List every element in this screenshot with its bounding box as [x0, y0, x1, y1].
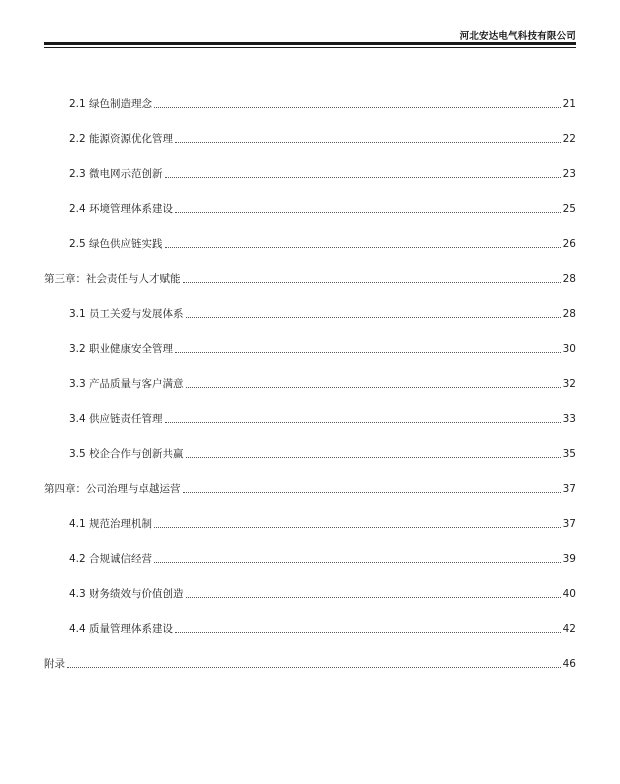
toc-dot-leader: [183, 491, 561, 493]
toc-section-entry[interactable]: [44, 566, 576, 601]
toc-dot-leader: [183, 281, 561, 283]
toc-dot-leader: [154, 526, 561, 528]
toc-entry-title: 4.2 合规诚信经营: [69, 553, 153, 565]
toc-page-number: 33: [562, 413, 576, 425]
toc-page-number: 21: [562, 98, 576, 110]
toc-page-number: 32: [562, 378, 576, 390]
toc-dot-leader: [186, 456, 561, 458]
toc-page-number: 35: [562, 448, 576, 460]
toc-dot-leader: [186, 596, 561, 598]
toc-entry-title: 3.3 产品质量与客户满意: [69, 378, 184, 390]
toc-page-number: 28: [562, 273, 576, 285]
toc-dot-leader: [175, 631, 561, 633]
toc-entry-title: 3.4 供应链责任管理: [69, 413, 163, 425]
toc-section-entry[interactable]: [44, 146, 576, 181]
header-rule-thin: [44, 47, 576, 48]
toc-section-entry[interactable]: [44, 76, 576, 111]
toc-entry-title: 2.2 能源资源优化管理: [69, 133, 174, 145]
toc-dot-leader: [154, 561, 561, 563]
toc-entry-title: 3.2 职业健康安全管理: [69, 343, 174, 355]
toc-chapter-entry[interactable]: [44, 461, 576, 496]
toc-section-entry[interactable]: [44, 286, 576, 321]
toc-dot-leader: [165, 421, 561, 423]
toc-entry-title: 第四章：公司治理与卓越运营: [44, 483, 181, 495]
toc-dot-leader: [175, 351, 561, 353]
toc-page-number: 37: [562, 518, 576, 530]
toc-dot-leader: [165, 246, 561, 248]
toc-page-number: 22: [562, 133, 576, 145]
company-name: 河北安达电气科技有限公司: [459, 31, 576, 42]
toc-section-entry[interactable]: [44, 181, 576, 216]
toc-entry-title: 3.5 校企合作与创新共赢: [69, 448, 184, 460]
toc-section-entry[interactable]: [44, 111, 576, 146]
toc-section-entry[interactable]: [44, 601, 576, 636]
toc-page-number: 39: [562, 553, 576, 565]
toc-page-number: 42: [562, 623, 576, 635]
header-rule-thick: [44, 42, 576, 45]
toc-entry-title: 3.1 员工关爱与发展体系: [69, 308, 184, 320]
toc-section-entry[interactable]: [44, 356, 576, 391]
toc-entry-title: 2.1 绿色制造理念: [69, 98, 153, 110]
toc-section-entry[interactable]: [44, 496, 576, 531]
toc-page-number: 25: [562, 203, 576, 215]
toc-entry-title: 4.4 质量管理体系建设: [69, 623, 174, 635]
toc-section-entry[interactable]: [44, 531, 576, 566]
toc-dot-leader: [186, 316, 561, 318]
toc-dot-leader: [175, 141, 561, 143]
toc-section-entry[interactable]: [44, 426, 576, 461]
toc-page-number: 46: [562, 658, 576, 670]
toc-chapter-entry[interactable]: [44, 251, 576, 286]
toc-entry-title: 4.3 财务绩效与价值创造: [69, 588, 184, 600]
toc-entry-title: 2.3 微电网示范创新: [69, 168, 163, 180]
toc-entry-title: 附录: [44, 658, 65, 670]
toc-dot-leader: [186, 386, 561, 388]
toc-entry-title: 4.1 规范治理机制: [69, 518, 153, 530]
toc-chapter-entry[interactable]: [44, 636, 576, 671]
table-of-contents: [44, 76, 576, 671]
toc-page-number: 28: [562, 308, 576, 320]
toc-page-number: 30: [562, 343, 576, 355]
toc-entry-title: 2.4 环境管理体系建设: [69, 203, 174, 215]
toc-section-entry[interactable]: [44, 216, 576, 251]
toc-page-number: 23: [562, 168, 576, 180]
toc-dot-leader: [67, 666, 561, 668]
toc-page-number: 40: [562, 588, 576, 600]
toc-entry-title: 第三章：社会责任与人才赋能: [44, 273, 181, 285]
toc-dot-leader: [165, 176, 561, 178]
toc-entry-title: 2.5 绿色供应链实践: [69, 238, 163, 250]
page-header: [44, 0, 576, 52]
toc-page-number: 37: [562, 483, 576, 495]
toc-section-entry[interactable]: [44, 321, 576, 356]
toc-page-number: 26: [562, 238, 576, 250]
toc-section-entry[interactable]: [44, 391, 576, 426]
toc-dot-leader: [154, 106, 561, 108]
toc-dot-leader: [175, 211, 561, 213]
